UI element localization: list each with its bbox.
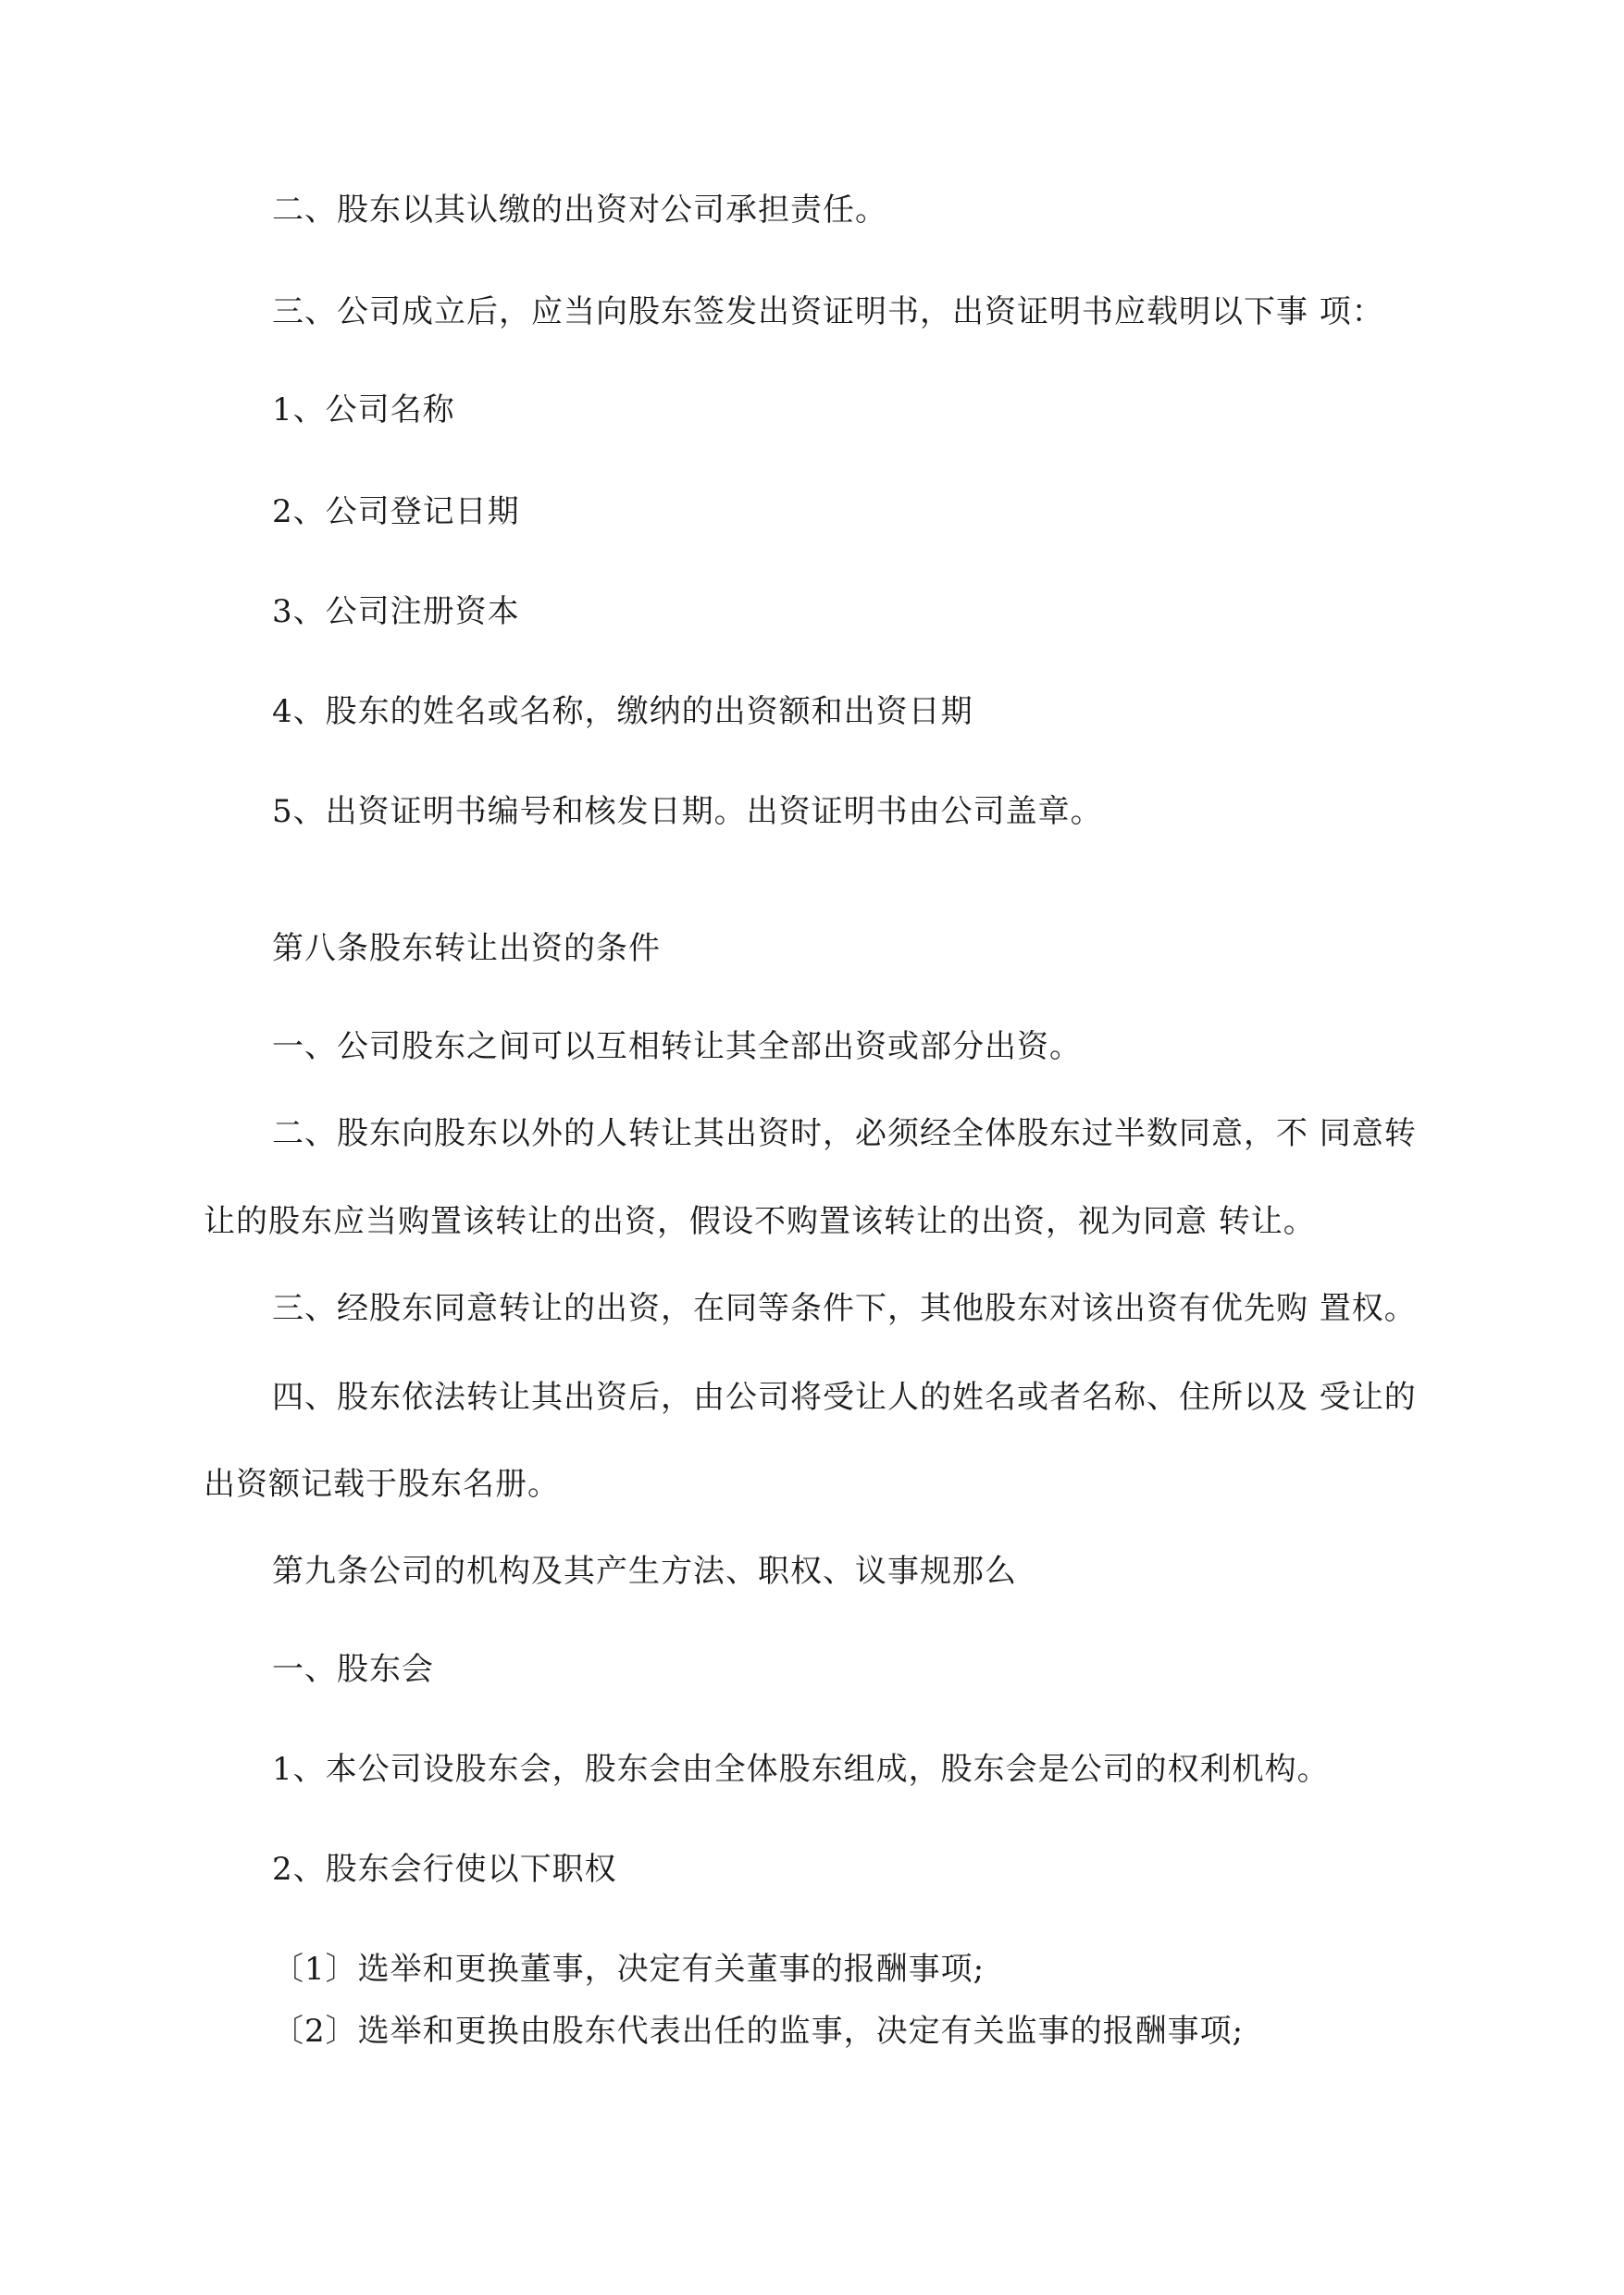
paragraph-register-transfer: 四、股东依法转让其出资后，由公司将受让人的姓名或者名称、住所以及 受让的 — [272, 1379, 1417, 1416]
list-item-certificate-number: 5、出资证明书编号和核发日期。出资证明书由公司盖章。 — [272, 793, 1103, 830]
list-item-elect-supervisors: 〔2〕选举和更换由股东代表出任的监事，决定有关监事的报酬事项; — [272, 2013, 1245, 2050]
paragraph-meeting-composition: 1、本公司设股东会，股东会由全体股东组成，股东会是公司的权利机构。 — [272, 1751, 1330, 1788]
list-item-shareholder-name: 4、股东的姓名或名称，缴纳的出资额和出资日期 — [272, 693, 973, 730]
article-9-heading: 第九条公司的机构及其产生方法、职权、议事规那么 — [272, 1553, 1017, 1590]
paragraph-meeting-powers: 2、股东会行使以下职权 — [272, 1851, 617, 1888]
paragraph-preemptive-right: 三、经股东同意转让的出资，在同等条件下，其他股东对该出资有优先购 置权。 — [272, 1290, 1417, 1327]
list-item-registered-capital: 3、公司注册资本 — [272, 593, 520, 630]
list-item-elect-directors: 〔1〕选举和更换董事，决定有关董事的报酬事项; — [272, 1951, 986, 1988]
paragraph-transfer-to-outsiders-cont: 让的股东应当购置该转让的出资，假设不购置该转让的出资，视为同意 转让。 — [204, 1203, 1316, 1240]
paragraph-register-transfer-cont: 出资额记载于股东名册。 — [204, 1466, 560, 1503]
paragraph-shareholder-liability: 二、股东以其认缴的出资对公司承担责任。 — [272, 192, 887, 229]
list-item-company-name: 1、公司名称 — [272, 391, 455, 428]
list-item-registration-date: 2、公司登记日期 — [272, 493, 520, 530]
section-shareholders-meeting: 一、股东会 — [272, 1651, 434, 1688]
article-8-heading: 第八条股东转让出资的条件 — [272, 930, 661, 967]
paragraph-transfer-to-outsiders: 二、股东向股东以外的人转让其出资时，必须经全体股东过半数同意，不 同意转 — [272, 1115, 1417, 1152]
paragraph-capital-certificate: 三、公司成立后，应当向股东签发出资证明书，出资证明书应载明以下事 项： — [272, 293, 1384, 330]
paragraph-transfer-between-shareholders: 一、公司股东之间可以互相转让其全部出资或部分出资。 — [272, 1028, 1082, 1065]
